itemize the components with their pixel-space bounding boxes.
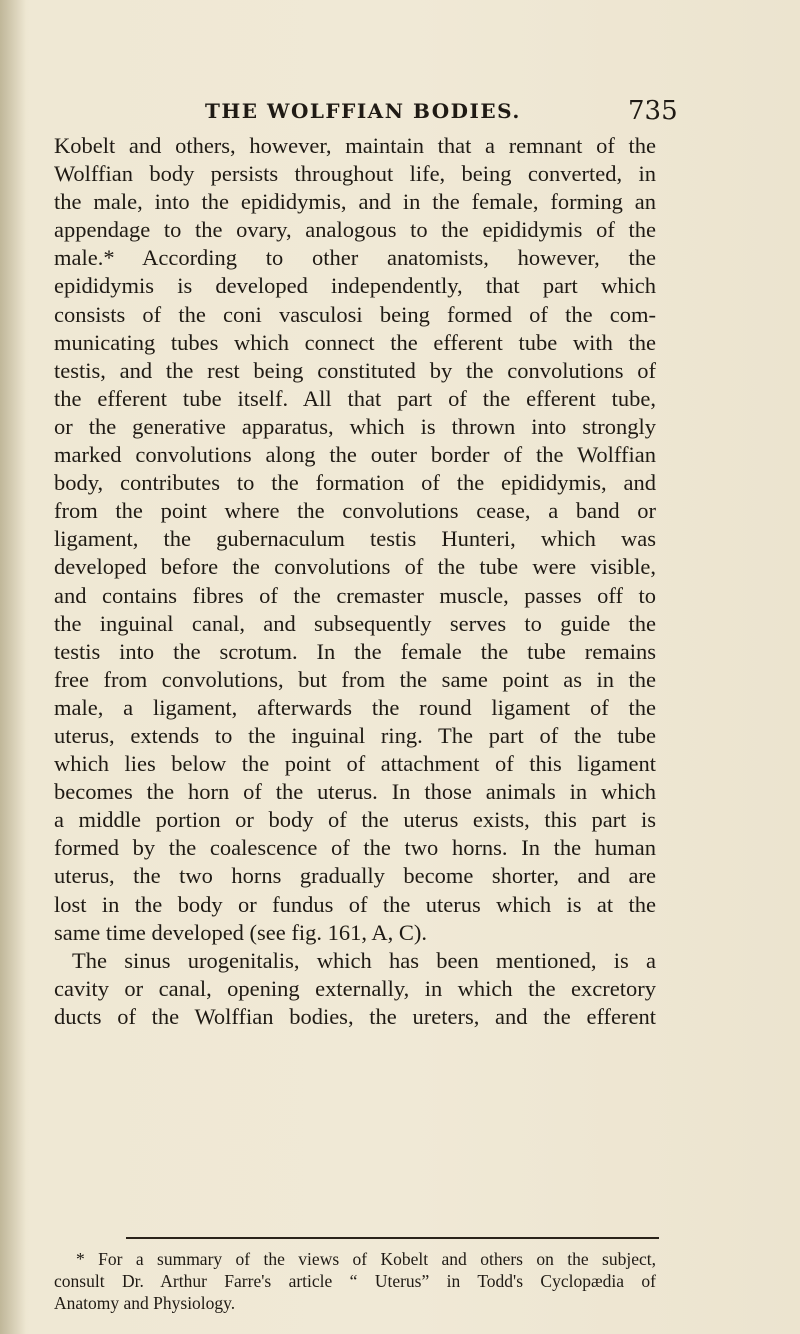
text-line: body, contributes to the formation of the epididymis, and [54, 470, 656, 496]
text-line: a middle portion or body of the uterus exists, this part is [54, 807, 656, 833]
text-line: lost in the body or fundus of the uterus which is at the [54, 891, 656, 917]
footnote-divider [126, 1237, 659, 1239]
text-line: developed before the convolutions of the tube were visible, [54, 554, 656, 580]
text-line: the inguinal canal, and subsequently serves to guide the [54, 610, 656, 636]
text-line: The sinus urogenitalis, which has been mentioned, is a [72, 947, 656, 973]
text-line: becomes the horn of the uterus. In those animals in which [54, 779, 656, 805]
text-line: and contains fibres of the cremaster muscle, passes off to [54, 582, 656, 608]
text-line: or the generative apparatus, which is thrown into strongly [54, 413, 656, 439]
text-line: Wolffian body persists throughout life, being converted, in [54, 161, 656, 187]
text-line: ducts of the Wolffian bodies, the ureters, and the efferent [54, 1003, 656, 1029]
text-line: the efferent tube itself. All that part of the efferent tube, [54, 385, 656, 411]
text-line: the male, into the epididymis, and in the female, forming an [54, 189, 656, 215]
text-line: formed by the coalescence of the two horns. In the human [54, 835, 656, 861]
footnote-line: * For a summary of the views of Kobelt and others on the subject, [76, 1249, 656, 1269]
text-line: marked convolutions along the outer border of the Wolffian [54, 442, 656, 468]
text-line: uterus, extends to the inguinal ring. The part of the tube [54, 722, 656, 748]
text-line: cavity or canal, opening externally, in which the excretory [54, 975, 656, 1001]
text-line: from the point where the convolutions cease, a band or [54, 498, 656, 524]
text-line: Kobelt and others, however, maintain that a remnant of the [54, 133, 656, 158]
running-header: THE WOLFFIAN BODIES. [205, 99, 521, 123]
text-line: testis, and the rest being constituted by the convolutions of [54, 357, 656, 383]
footnote-line: Anatomy and Physiology. [54, 1293, 236, 1313]
text-line: same time developed (see fig. 161, A, C). [54, 919, 428, 945]
text-line: ligament, the gubernaculum testis Hunteri, which was [54, 526, 656, 552]
text-line: male, a ligament, afterwards the round ligament of the [54, 694, 656, 720]
page-number: 735 [628, 96, 678, 126]
text-line: appendage to the ovary, analogous to the epididymis of the [54, 217, 656, 243]
text-line: free from convolutions, but from the same point as in the [54, 666, 656, 692]
text-line: which lies below the point of attachment of this ligament [54, 751, 656, 777]
text-line: uterus, the two horns gradually become shorter, and are [54, 863, 656, 889]
footnote [54, 1248, 656, 1314]
text-line: epididymis is developed independently, that part which [54, 273, 656, 299]
main-text [54, 132, 656, 1031]
footnote-line: consult Dr. Arthur Farre's article “ Uterus” in Todd's Cyclopædia of [54, 1271, 656, 1291]
binding-shadow [0, 0, 26, 1334]
text-line: consists of the coni vasculosi being formed of the com- [54, 301, 656, 327]
text-line: testis into the scrotum. In the female the tube remains [54, 638, 656, 664]
text-line: municating tubes which connect the efferent tube with the [54, 329, 656, 355]
text-line: male.* According to other anatomists, however, the [54, 245, 656, 271]
